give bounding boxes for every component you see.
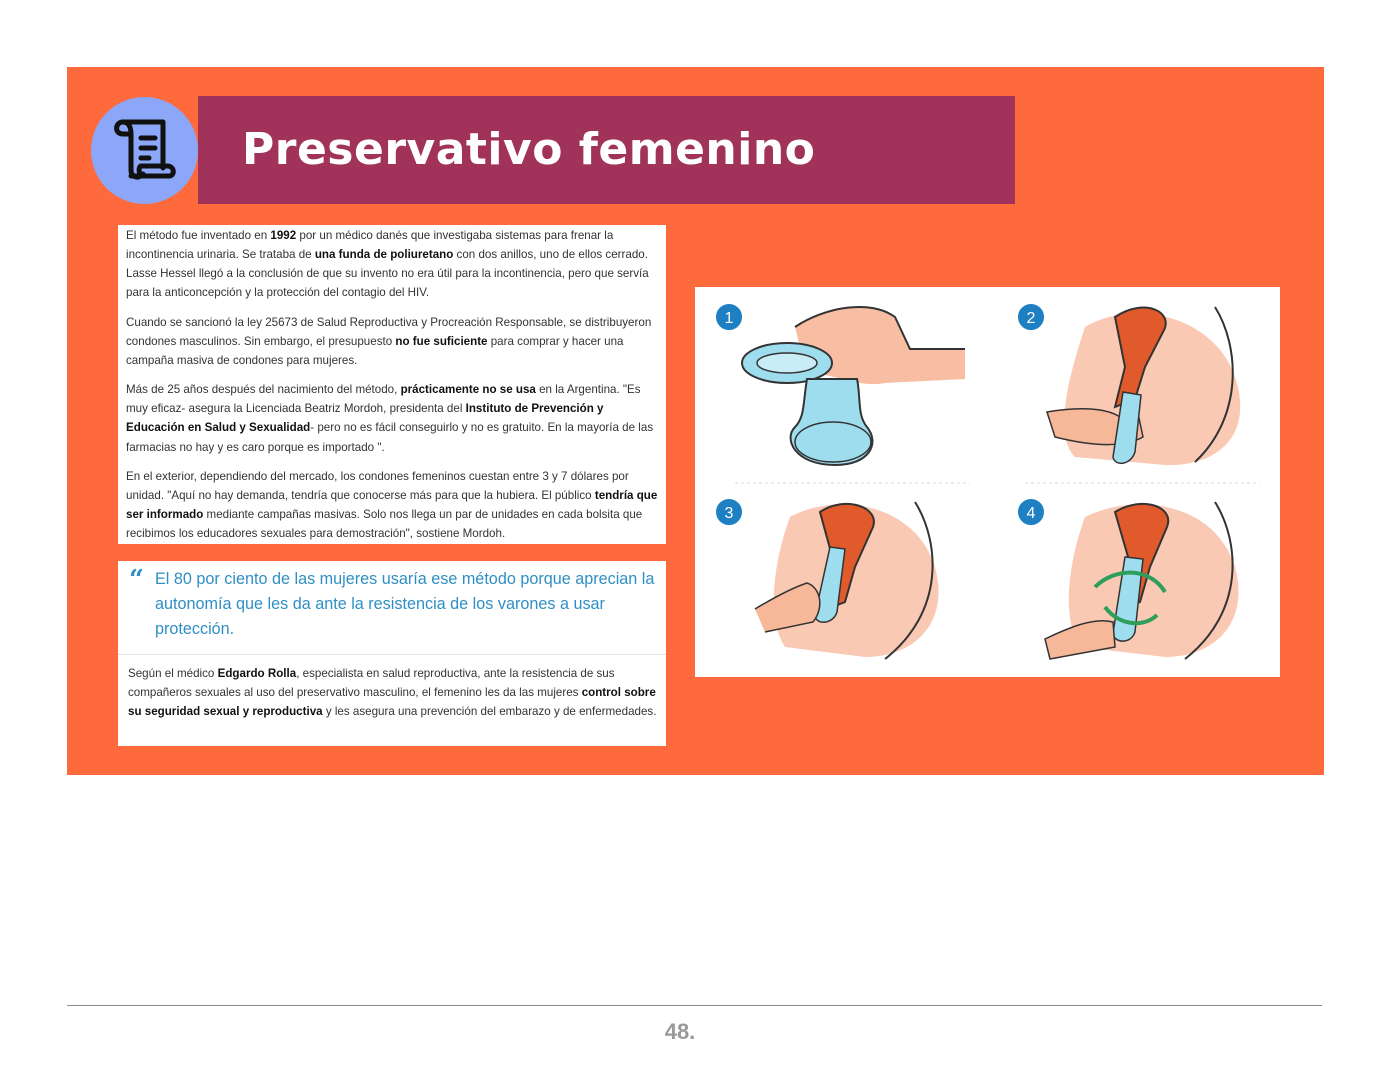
title-banner — [198, 96, 1015, 204]
svg-text:3: 3 — [724, 505, 734, 522]
svg-text:2: 2 — [1026, 310, 1036, 327]
article-paragraph-2: Cuando se sancionó la ley 25673 de Salud Reproductiva y Procreación Responsable, se distribuyeron condones masculinos. Sin embargo, el presupuesto no fue suficiente para comprar y hacer una campaña masiva de condones para mujeres. — [126, 315, 652, 367]
quote-mark-icon: “ — [129, 565, 144, 595]
quote-divider — [118, 654, 666, 655]
insertion-steps-drawing — [695, 287, 1280, 677]
article-text-box — [118, 225, 666, 544]
page-title: Preservativo femenino — [242, 124, 816, 175]
quote-box — [118, 561, 666, 746]
step-badge-3 — [715, 498, 743, 526]
step-4-drawing — [1045, 502, 1239, 659]
quote-body-text: Según el médico Edgardo Rolla, especialista en salud reproductiva, ante la resistencia de sus compañeros sexuales al uso del preservativo masculino, el femenino les da las mujeres control sobre su seguridad sexual y reproductiva y les asegura una prevención del embarazo y de enfermedades. — [128, 667, 657, 719]
step-badge-4 — [1017, 498, 1045, 526]
footer-divider — [67, 1005, 1322, 1006]
svg-text:4: 4 — [1026, 505, 1036, 522]
pull-quote: El 80 por ciento de las mujeres usaría ese método porque aprecian la autonomía que les da ante la resistencia de los varones a usar protección. — [155, 570, 655, 638]
title-icon-circle — [91, 97, 198, 204]
step-1-drawing — [742, 307, 965, 465]
scroll-document-icon — [111, 118, 177, 182]
article-paragraph-1: El método fue inventado en 1992 por un médico danés que investigaba sistemas para frenar la incontinencia urinaria. Se trataba de una funda de poliuretano con dos anillos, uno de ellos cerrado. Lasse Hessel llegó a la conclusión de que su invento no era útil para la incontinencia, pero que servía para la anticoncepción y la protección del contagio del HIV. — [126, 229, 649, 300]
page-number: 48. — [664, 1019, 696, 1044]
step-badge-2 — [1017, 303, 1045, 331]
step-badge-1 — [715, 303, 743, 331]
svg-text:1: 1 — [724, 310, 734, 327]
step-3-drawing — [755, 502, 939, 659]
step-2-drawing — [1047, 307, 1240, 465]
slide-background — [67, 67, 1324, 775]
insertion-steps-illustration — [695, 287, 1280, 677]
article-paragraph-4: En el exterior, dependiendo del mercado, los condones femeninos cuestan entre 3 y 7 dólares por unidad. "Aquí no hay demanda, tendría que conocerse más para que la hubiera. El público tendría que ser informado mediante campañas masivas. Solo nos llega un par de unidades en cada bolsita que recibimos los educadores sexuales para demostración", sostiene Mordoh. — [126, 469, 658, 541]
article-paragraph-3: Más de 25 años después del nacimiento del método, prácticamente no se usa en la Argentina. "Es muy eficaz- asegura la Licenciada Beatriz Mordoh, presidenta del Instituto de Prevención y Educación en Salud y Sexualidad- pero no es fácil conseguirlo y no es gratuito. En la mayoría de las farmacias no hay y es caro porque es importado ". — [126, 383, 654, 454]
